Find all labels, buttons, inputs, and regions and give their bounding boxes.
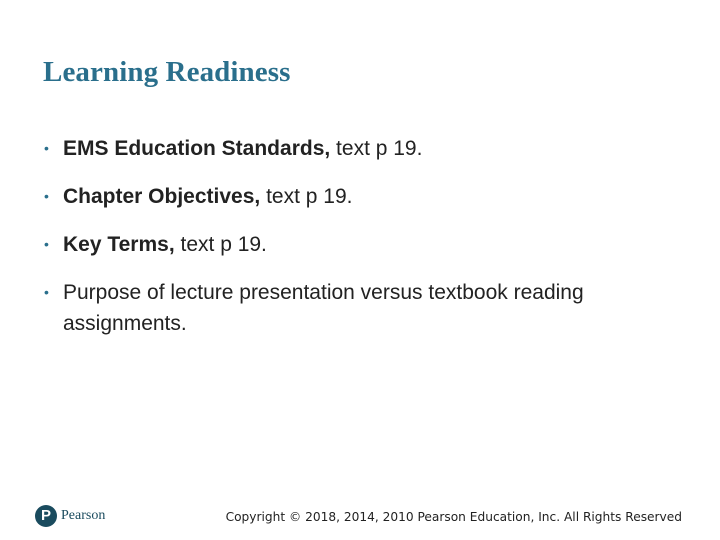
bullet-list <box>44 133 684 356</box>
pearson-logo <box>35 505 105 527</box>
bullet-text: text p 19. <box>174 233 267 256</box>
bullet-item <box>44 181 684 212</box>
slide-title: Learning Readiness <box>43 56 291 88</box>
bullet-icon: • <box>44 140 49 156</box>
bullet-item <box>44 277 684 339</box>
pearson-logo-wordmark: Pearson <box>61 508 106 523</box>
bullet-icon: • <box>44 188 49 204</box>
pearson-logo-icon: P <box>35 505 57 527</box>
bullet-icon: • <box>44 284 49 300</box>
bullet-item <box>44 229 684 260</box>
bullet-bold-text: Key Terms, <box>63 233 175 256</box>
bullet-item <box>44 133 684 164</box>
bullet-icon: • <box>44 236 49 252</box>
bullet-bold-text: Chapter Objectives, <box>63 185 261 208</box>
bullet-bold-text: EMS Education Standards, <box>63 137 331 160</box>
bullet-text: Purpose of lecture presentation versus textbook reading assignments. <box>63 281 584 335</box>
copyright-notice: Copyright © 2018, 2014, 2010 Pearson Education, Inc. All Rights Reserved <box>225 510 682 524</box>
bullet-text: text p 19. <box>260 185 353 208</box>
bullet-text: text p 19. <box>330 137 423 160</box>
